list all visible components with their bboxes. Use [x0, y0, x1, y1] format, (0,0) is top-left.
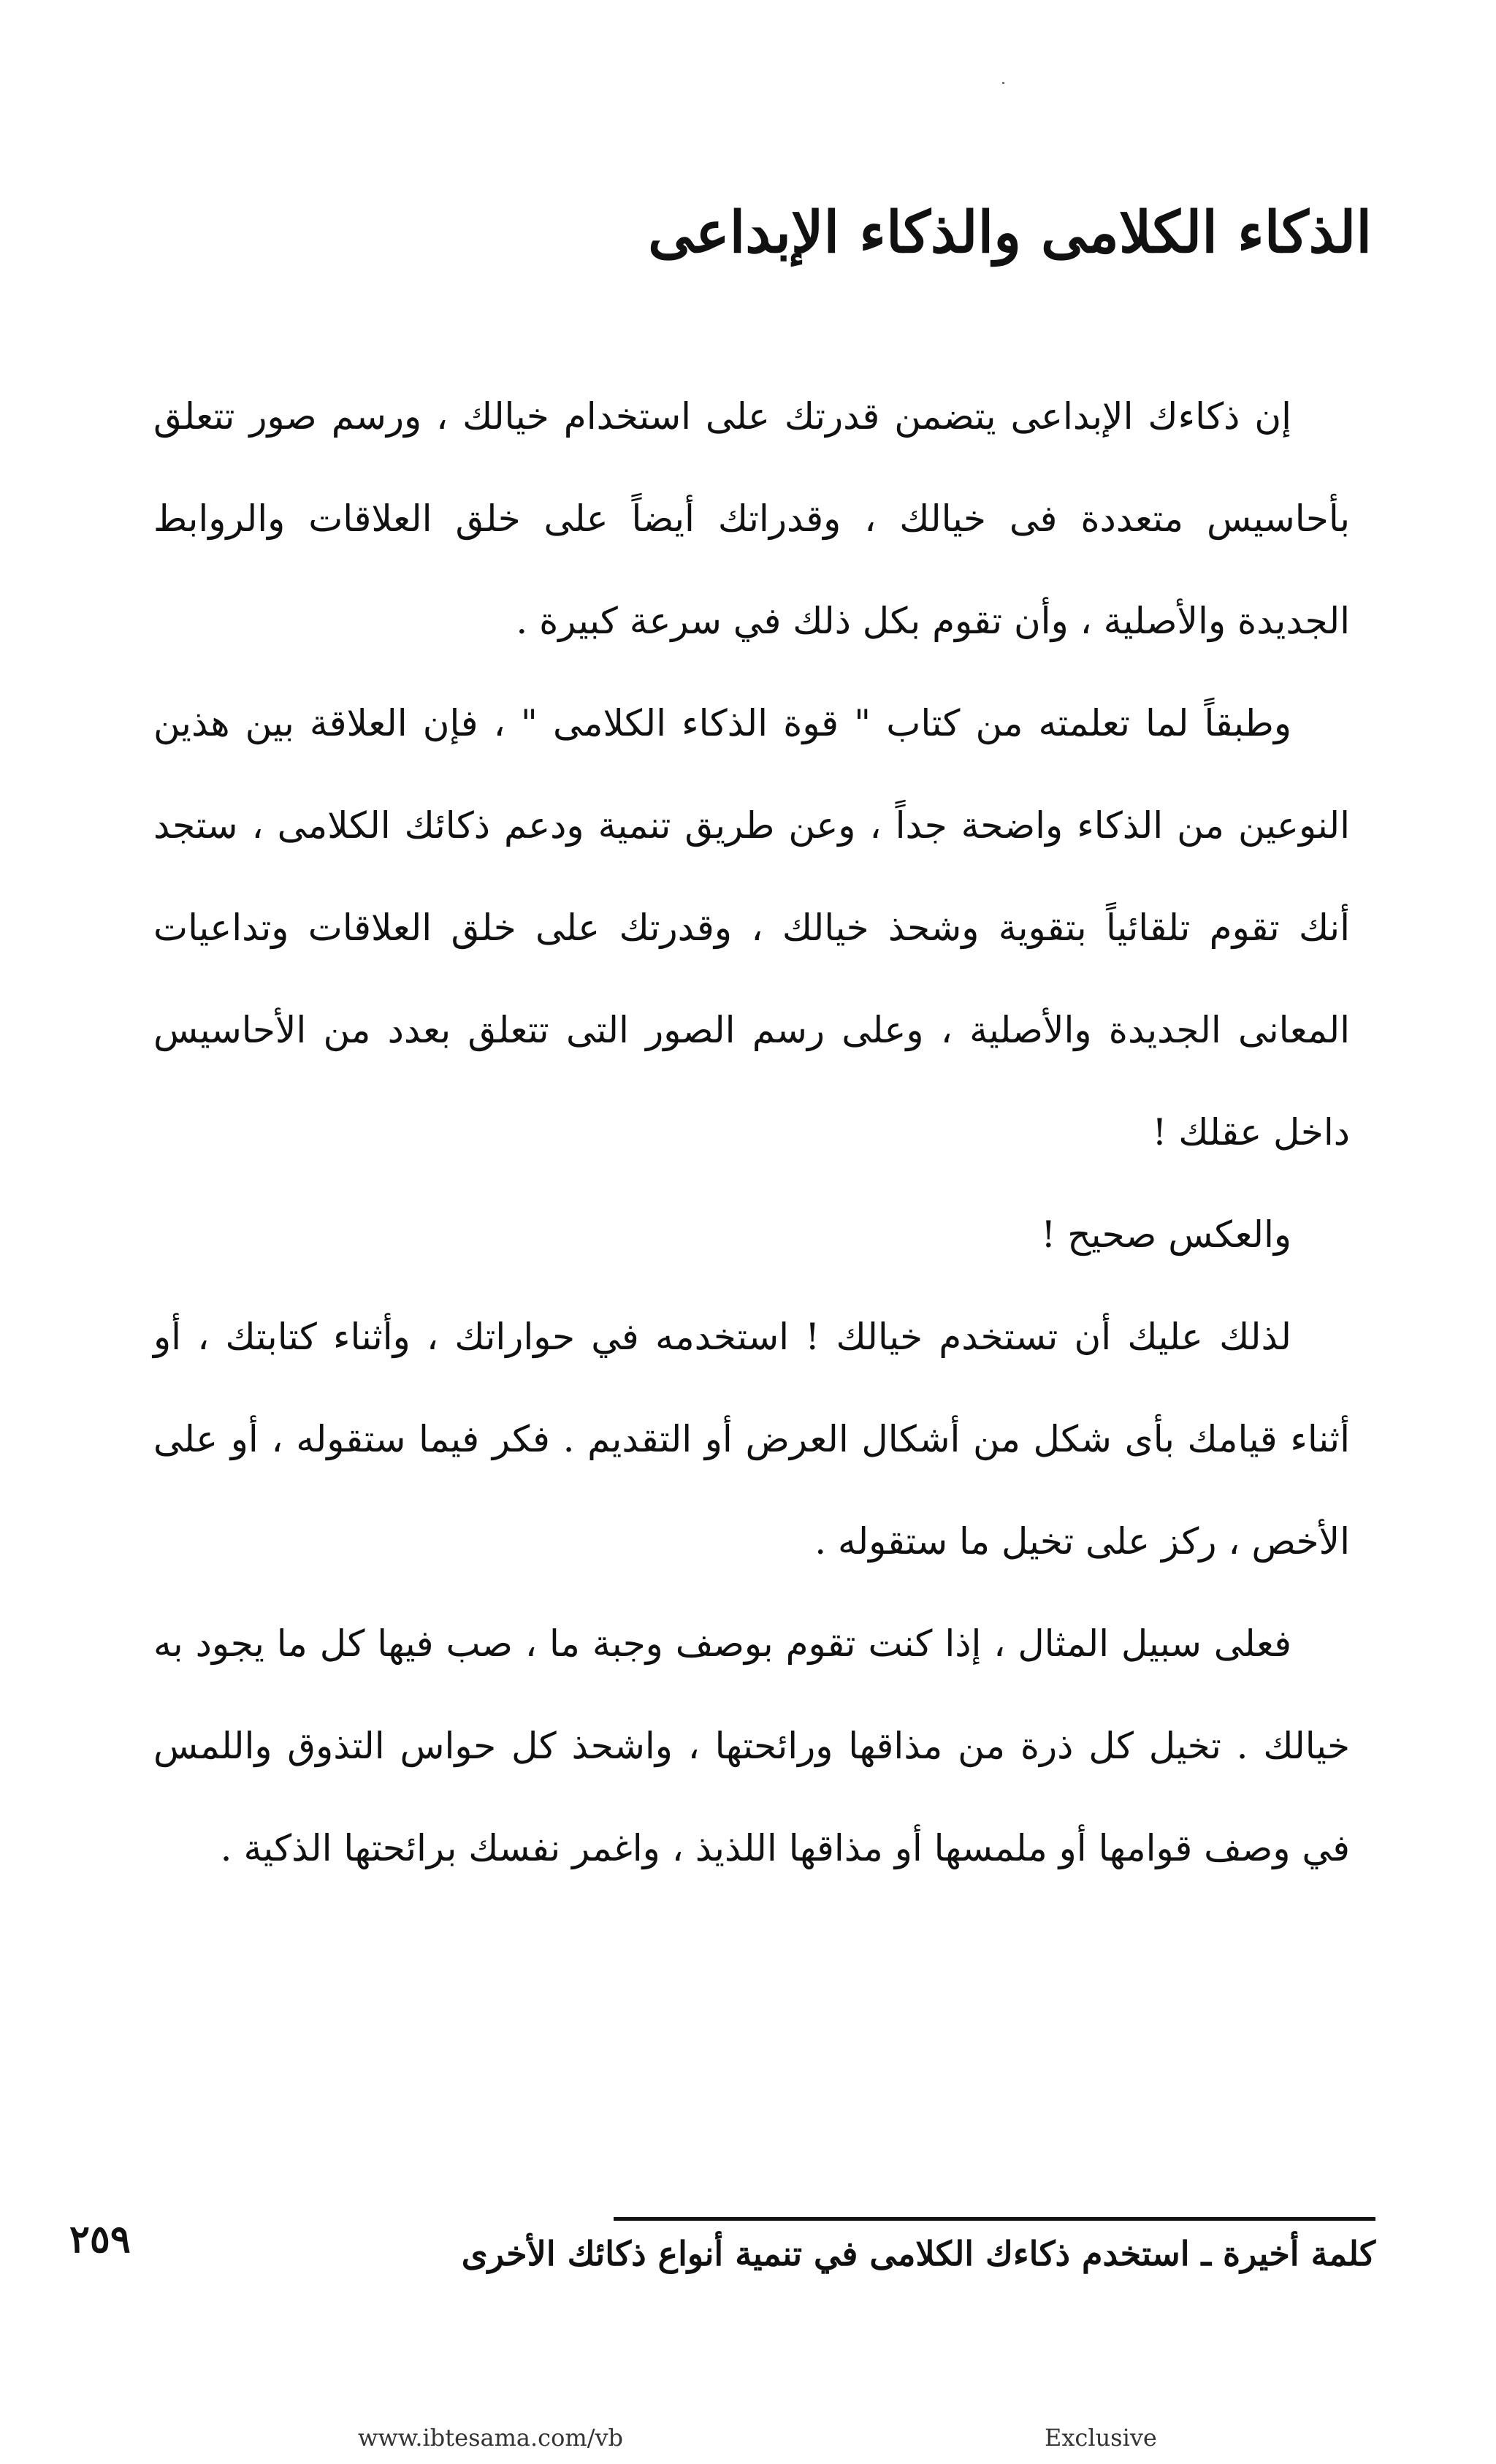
chapter-title: الذكاء الكلامى والذكاء الإبداعى	[648, 199, 1372, 266]
footer-divider	[614, 2217, 1375, 2221]
watermark-label: Exclusive	[1045, 2424, 1157, 2452]
paragraph-5: فعلى سبيل المثال ، إذا كنت تقوم بوصف وجبة ما ، صب فيها كل ما يجود به خيالك . تخيل كل ذرة من مذاقها ورائحتها ، واشحذ كل حواس التذوق واللمس في وصف قوامها أو ملمسها أو مذاقها اللذيذ ، واغمر نفسك برائحتها الذكية .	[153, 1622, 1350, 1869]
paragraph-4: لذلك عليك أن تستخدم خيالك ! استخدمه في حواراتك ، وأثناء كتابتك ، أو أثناء قيامك بأى شكل من أشكال العرض أو التقديم . فكر فيما ستقوله ، أو على الأخص ، ركز على تخيل ما ستقوله .	[153, 1316, 1350, 1563]
page-number: ٢٥٩	[69, 2217, 131, 2262]
body-text	[153, 365, 1350, 1899]
paragraph-3: والعكس صحيح !	[1041, 1213, 1291, 1256]
running-footer: كلمة أخيرة ـ استخدم ذكاءك الكلامى في تنمية أنواع ذكائك الأخرى	[461, 2234, 1375, 2273]
paragraph-2: وطبقاً لما تعلمته من كتاب " قوة الذكاء الكلامى " ، فإن العلاقة بين هذين النوعين من الذكاء واضحة جداً ، وعن طريق تنمية ودعم ذكائك الكلامى ، ستجد أنك تقوم تلقائياً بتقوية وشحذ خيالك ، وقدرتك على خلق العلاقات وتداعيات المعانى الجديدة والأصلية ، وعلى رسم الصور التى تتعلق بعدد من الأحاسيس داخل عقلك !	[153, 702, 1350, 1153]
speck	[1002, 82, 1004, 84]
paragraph-1: إن ذكاءك الإبداعى يتضمن قدرتك على استخدام خيالك ، ورسم صور تتعلق بأحاسيس متعددة فى خيالك ، وقدراتك أيضاً على خلق العلاقات والروابط الجديدة والأصلية ، وأن تقوم بكل ذلك في سرعة كبيرة .	[153, 395, 1350, 642]
watermark-url: www.ibtesama.com/vb	[358, 2424, 624, 2452]
